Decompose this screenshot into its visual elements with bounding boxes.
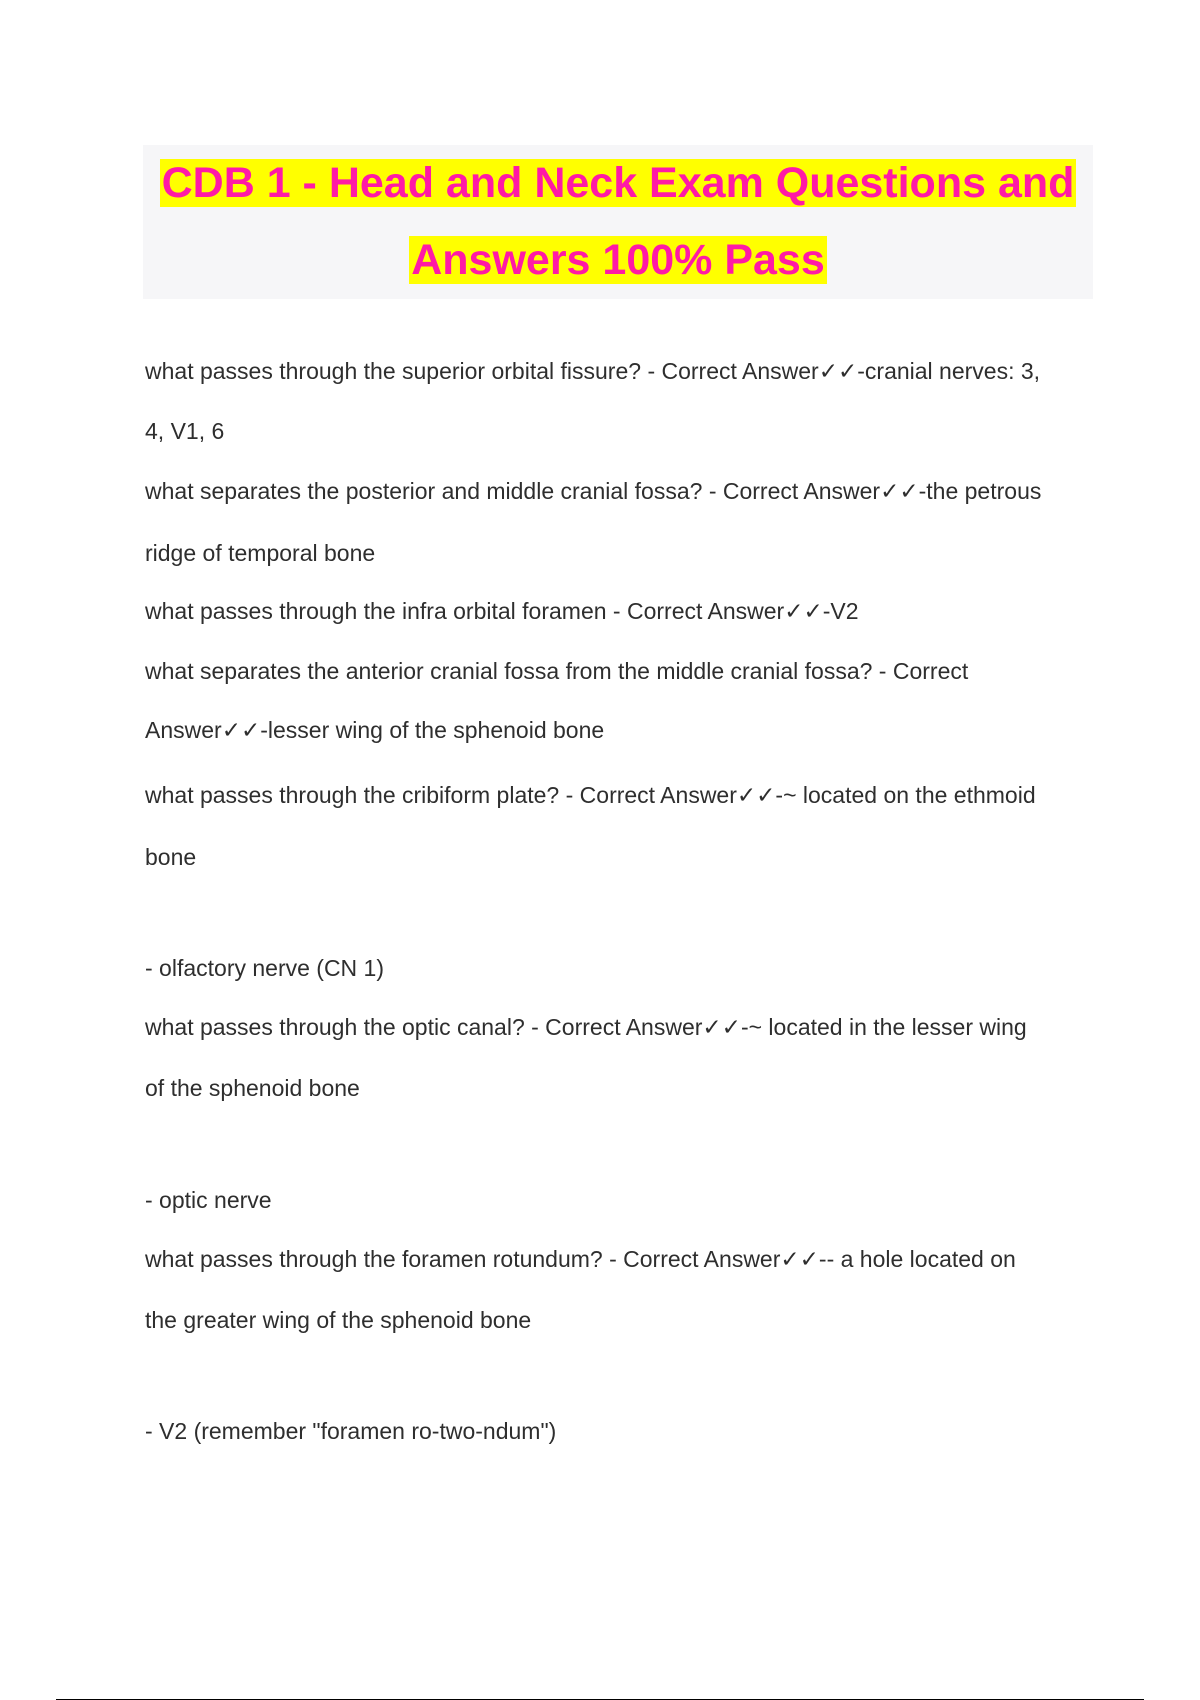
body-line: 4, V1, 6 bbox=[145, 418, 225, 444]
body-line: what separates the posterior and middle cranial fossa? - Correct Answer✓✓-the petrous bbox=[145, 478, 1042, 504]
title-line-2: Answers 100% Pass bbox=[411, 236, 825, 284]
body-line: - optic nerve bbox=[145, 1187, 272, 1213]
body-line: - olfactory nerve (CN 1) bbox=[145, 955, 385, 981]
body-line: Answer✓✓-lesser wing of the sphenoid bone bbox=[145, 717, 605, 743]
body-line: the greater wing of the sphenoid bone bbox=[145, 1307, 532, 1333]
body-line: - V2 (remember "foramen ro-two-ndum") bbox=[145, 1418, 557, 1444]
body-line: what passes through the cribiform plate? - Correct Answer✓✓-~ located on the ethmoid bbox=[145, 782, 1036, 808]
title-line-1: CDB 1 - Head and Neck Exam Questions and bbox=[161, 159, 1075, 207]
body-line: bone bbox=[145, 844, 197, 870]
body-line: ridge of temporal bone bbox=[145, 540, 376, 566]
body-line: what passes through the infra orbital foramen - Correct Answer✓✓-V2 bbox=[145, 598, 859, 624]
document-title bbox=[143, 145, 1093, 299]
body-line: what separates the anterior cranial fossa from the middle cranial fossa? - Correct bbox=[145, 658, 969, 684]
body-line: what passes through the optic canal? - Correct Answer✓✓-~ located in the lesser wing bbox=[145, 1014, 1027, 1040]
body-line: of the sphenoid bone bbox=[145, 1075, 360, 1101]
body-line: what passes through the foramen rotundum? - Correct Answer✓✓-- a hole located on bbox=[145, 1246, 1016, 1272]
body-line: what passes through the superior orbital fissure? - Correct Answer✓✓-cranial nerves: 3, bbox=[145, 358, 1041, 384]
